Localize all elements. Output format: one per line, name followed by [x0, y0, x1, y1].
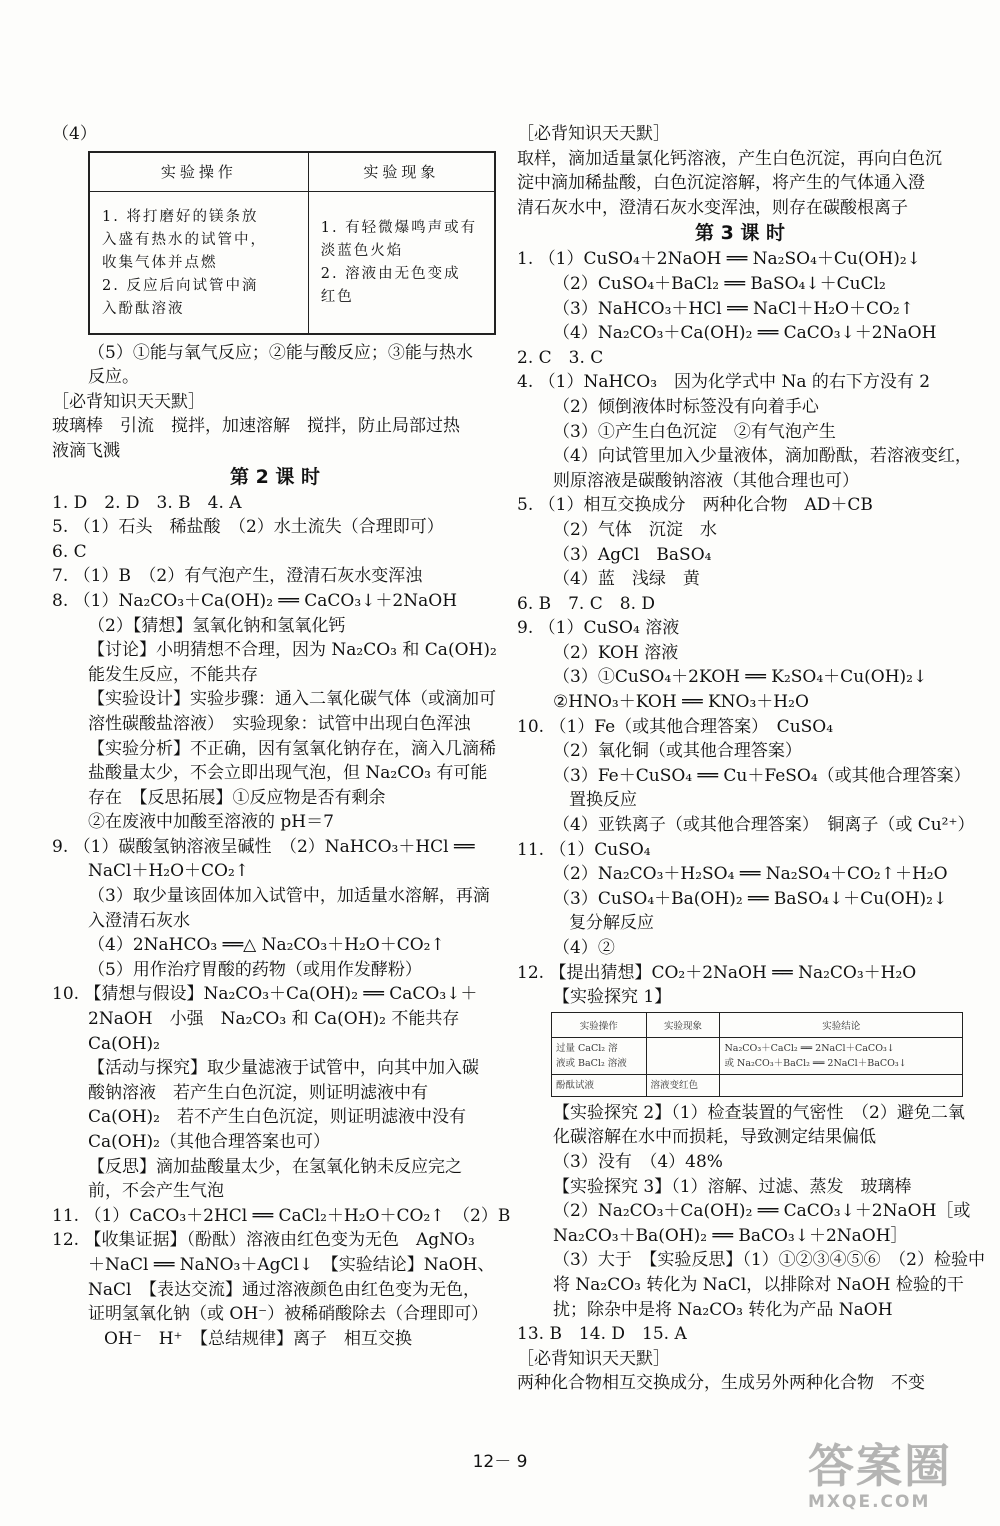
operation-line: 收集气体并点燃	[102, 254, 218, 271]
table-header-conclusion: 实验结论	[720, 1012, 963, 1037]
watermark-url: MXQE.COM	[808, 1492, 931, 1512]
answer-line: 2NaOH 小强 Na₂CO₃ 和 Ca(OH)₂ 不能共存	[88, 1009, 460, 1030]
answer-line: 证明氢氧化钠（或 OH⁻）被稀硝酸除去（合理即可）	[88, 1304, 489, 1325]
answer-line: （4）向试管里加入少量液体，滴加酚酞，若溶液变红，	[553, 446, 972, 467]
watermark-title: 答案圈	[808, 1439, 952, 1493]
answer-line: 能发生反应，不能共存	[88, 664, 258, 685]
lesson-heading-3: 第 3 课 时	[694, 222, 786, 245]
answer-line: 将 Na₂CO₃ 转化为 NaCl，以排除对 NaOH 检验的干	[553, 1274, 964, 1295]
answer-line: （4）蓝 浅绿 黄	[553, 569, 700, 590]
answer-line: 6. C	[52, 541, 87, 562]
answer-line: NaCl＋H₂O＋CO₂↑	[88, 861, 250, 882]
phenomenon-cell	[308, 191, 495, 334]
table-header-operation: 实验操作	[552, 1012, 647, 1037]
answer-line: 13. B 14. D 15. A	[517, 1324, 687, 1345]
table-header-phenomenon: 实验现象	[308, 152, 495, 192]
answer-line: （3）①CuSO₄＋2KOH ══ K₂SO₄＋Cu(OH)₂↓	[553, 667, 928, 688]
answer-line: ②在废液中加酸至溶液的 pH＝7	[88, 812, 334, 833]
answer-line: 【讨论】小明猜想不合理，因为 Na₂CO₃ 和 Ca(OH)₂	[88, 640, 497, 661]
answer-line: （2）CuSO₄＋BaCl₂ ══ BaSO₄↓＋CuCl₂	[553, 273, 886, 294]
answer-line: 酸钠溶液 若产生白色沉淀，则证明滤液中有	[88, 1082, 428, 1103]
answer-line: 清石灰水中，澄清石灰水变浑浊，则存在碳酸根离子	[517, 197, 908, 218]
conclusion-cell	[720, 1074, 963, 1096]
answer-line: Ca(OH)₂ 若不产生白色沉淀，则证明滤液中没有	[88, 1107, 466, 1128]
answer-line: 12. 【提出猜想】CO₂＋2NaOH ══ Na₂CO₃＋H₂O	[517, 962, 917, 983]
answer-line: （3）CuSO₄＋Ba(OH)₂ ══ BaSO₄↓＋Cu(OH)₂↓	[553, 888, 948, 909]
operation-cell	[89, 191, 308, 334]
answer-line: OH⁻ H⁺ 【总结规律】离子 相互交换	[104, 1328, 413, 1349]
answer-line: 【实验探究 3】（1）溶解、过滤、蒸发 玻璃棒	[553, 1176, 912, 1197]
answer-line: （4）亚铁离子（或其他合理答案） 铜离子（或 Cu²⁺）	[553, 815, 975, 836]
answer-line: （2）【猜想】氢氧化钠和氢氧化钙	[88, 615, 346, 636]
operation-line: 入酚酞溶液	[102, 300, 185, 317]
answer-line: 11. （1）CaCO₃＋2HCl ══ CaCl₂＋H₂O＋CO₂↑ （2）B	[52, 1205, 511, 1226]
phenomenon-line: 2. 溶液由无色变成	[320, 266, 461, 283]
answer-line: 5. （1）相互交换成分 两种化合物 AD＋CB	[517, 495, 873, 516]
page-number: 12－ 9	[472, 1452, 528, 1472]
answer-line: （3）NaHCO₃＋HCl ══ NaCl＋H₂O＋CO₂↑	[553, 298, 914, 319]
answer-line: （3）大于 【实验反思】（1）①②③④⑤⑥ （2）检验中	[553, 1250, 985, 1271]
answer-line: 10. （1）Fe（或其他合理答案） CuSO₄	[517, 716, 834, 737]
answer-line: （3）没有 （4）48%	[553, 1151, 723, 1172]
answer-line: 【实验分析】不正确，因有氢氧化钠存在，滴入几滴稀	[88, 738, 496, 759]
answer-line: 【实验设计】实验步骤：通入二氧化碳气体（或滴加可	[88, 689, 496, 710]
operation-line: 1. 将打磨好的镁条放	[102, 208, 259, 225]
phenomenon-cell	[646, 1037, 720, 1074]
conclusion-line: 或 Na₂CO₃＋BaCl₂ ══ 2NaCl＋BaCO₃↓	[724, 1057, 907, 1069]
answer-line: 前，不会产生气泡	[88, 1181, 224, 1202]
answer-line: 2. C 3. C	[517, 347, 604, 368]
answer-line: Ca(OH)₂	[88, 1033, 160, 1054]
operation-line: 入盛有热水的试管中，	[102, 231, 267, 248]
section-label: ［必背知识天天默］	[52, 391, 205, 412]
answer-line: （3）取少量该固体加入试管中，加适量水溶解，再滴	[88, 886, 490, 907]
answer-line: 9. （1）碳酸氢钠溶液呈碱性 （2）NaHCO₃＋HCl ══	[52, 836, 475, 857]
answer-line: 【实验探究 2】（1）检查装置的气密性 （2）避免二氧	[553, 1102, 965, 1123]
answer-line: 11. （1）CuSO₄	[517, 839, 651, 860]
conclusion-line: Na₂CO₃＋CaCl₂ ══ 2NaCl＋CaCO₃↓	[724, 1042, 895, 1054]
conclusion-cell	[720, 1037, 963, 1074]
answer-line: 5. （1）石头 稀盐酸 （2）水土流失（合理即可）	[52, 517, 444, 538]
answer-line: 复分解反应	[569, 913, 654, 934]
answer-line: 则原溶液是碳酸钠溶液（其他合理也可）	[553, 470, 859, 491]
table-header-phenomenon: 实验现象	[646, 1012, 720, 1037]
answer-line: 存在 【反思拓展】①反应物是否有剩余	[88, 787, 386, 808]
lesson-heading-2: 第 2 课 时	[229, 465, 321, 488]
answer-line: NaCl 【表达交流】通过溶液颜色由红色变为无色，	[88, 1279, 480, 1300]
answer-line: 入澄清石灰水	[88, 910, 190, 931]
answer-line: 1. （1）CuSO₄＋2NaOH ══ Na₂SO₄＋Cu(OH)₂↓	[517, 249, 921, 270]
answer-line: 置换反应	[569, 790, 637, 811]
operation-line: 液或 BaCl₂ 溶液	[556, 1057, 627, 1069]
answer-line: （4）Na₂CO₃＋Ca(OH)₂ ══ CaCO₃↓＋2NaOH	[553, 323, 937, 344]
answer-line: ②HNO₃＋KOH ══ KNO₃＋H₂O	[553, 692, 809, 713]
answer-line: （2）倾倒液体时标签没有向着手心	[553, 396, 819, 417]
answer-line: 取样，滴加适量氯化钙溶液，产生白色沉淀，再向白色沉	[517, 148, 942, 169]
answer-line: （3）Fe＋CuSO₄ ══ Cu＋FeSO₄（或其他合理答案）	[553, 765, 971, 786]
left-column	[52, 122, 511, 1351]
answer-line: 【反思】滴加盐酸量太少，在氢氧化钠未反应完之	[88, 1156, 462, 1177]
answer-line: （2）气体 沉淀 水	[553, 519, 717, 540]
answer-line: 液滴飞溅	[52, 440, 120, 461]
operation-line: 过量 CaCl₂ 溶	[556, 1042, 618, 1054]
phenomenon-line: 红色	[320, 289, 354, 306]
operation-cell: 酚酞试液	[552, 1074, 647, 1096]
part4-label: （4）	[52, 124, 97, 144]
phenomenon-cell: 溶液变红色	[646, 1074, 720, 1096]
answer-line: 1. D 2. D 3. B 4. A	[52, 492, 242, 513]
answer-line: （2）Na₂CO₃＋Ca(OH)₂ ══ CaCO₃↓＋2NaOH［或	[553, 1201, 971, 1222]
operation-cell	[552, 1037, 647, 1074]
answer-line: （4）②	[553, 938, 615, 958]
answer-line: Ca(OH)₂（其他合理答案也可）	[88, 1132, 330, 1152]
answer-line: （3）AgCl BaSO₄	[553, 544, 712, 565]
answer-line: 扰；除杂中是将 Na₂CO₃ 转化为产品 NaOH	[553, 1299, 893, 1320]
answer-line: （5）用作治疗胃酸的药物（或用作发酵粉）	[88, 959, 422, 980]
answer-line: ＋NaCl ══ NaNO₃＋AgCl↓ 【实验结论】NaOH、	[88, 1254, 495, 1275]
answer-line: 【实验探究 1】	[553, 987, 672, 1008]
answer-line: 两种化合物相互交换成分，生成另外两种化合物 不变	[517, 1373, 925, 1394]
answer-line: （2）KOH 溶液	[553, 642, 679, 663]
answer-line: 化碳溶解在水中而损耗，导致测定结果偏低	[553, 1127, 876, 1148]
answer-line: 12. 【收集证据】（酚酞）溶液由红色变为无色 AgNO₃	[52, 1230, 475, 1251]
answer-line: 玻璃棒 引流 搅拌，加速溶解 搅拌，防止局部过热	[52, 416, 460, 437]
answer-line: Na₂CO₃＋Ba(OH)₂ ══ BaCO₃↓＋2NaOH］	[553, 1225, 908, 1246]
answer-line: （4）2NaHCO₃ ══△ Na₂CO₃＋H₂O＋CO₂↑	[88, 935, 445, 956]
section-label: ［必背知识天天默］	[517, 124, 670, 144]
phenomenon-line: 1. 有轻微爆鸣声或有	[320, 220, 478, 237]
section-label: ［必背知识天天默］	[517, 1348, 670, 1369]
answer-line: （5）①能与氧气反应；②能与酸反应；③能与热水	[88, 342, 473, 363]
answer-line: 盐酸量太少，不会立即出现气泡，但 Na₂CO₃ 有可能	[88, 763, 488, 784]
experiment-table-1	[551, 1012, 963, 1097]
answer-line: 10. 【猜想与假设】Na₂CO₃＋Ca(OH)₂ ══ CaCO₃↓＋	[52, 984, 478, 1005]
answer-line: 6. B 7. C 8. D	[517, 593, 656, 614]
answer-line: 9. （1）CuSO₄ 溶液	[517, 618, 680, 639]
answer-line: 【活动与探究】取少量滤液于试管中，向其中加入碳	[88, 1058, 479, 1079]
answer-line: 4. （1）NaHCO₃ 因为化学式中 Na 的右下方没有 2	[517, 372, 931, 393]
watermark-logo	[808, 1440, 998, 1520]
operation-line: 2. 反应后向试管中滴	[102, 277, 259, 294]
answer-line: （2）Na₂CO₃＋H₂SO₄ ══ Na₂SO₄＋CO₂↑＋H₂O	[553, 864, 948, 885]
experiment-table	[88, 151, 496, 335]
phenomenon-line: 淡蓝色火焰	[320, 243, 404, 260]
answer-line: 8. （1）Na₂CO₃＋Ca(OH)₂ ══ CaCO₃↓＋2NaOH	[52, 590, 458, 611]
answer-line: 反应。	[88, 367, 139, 388]
answer-line: （2）氧化铜（或其他合理答案）	[553, 741, 802, 762]
answer-line: 淀中滴加稀盐酸，白色沉淀溶解，将产生的气体通入澄	[517, 173, 925, 194]
table-header-operation: 实验操作	[89, 152, 308, 192]
answer-line: 溶性碳酸盐溶液） 实验现象：试管中出现白色浑浊	[88, 713, 471, 734]
answer-line: （3）①产生白色沉淀 ②有气泡产生	[553, 421, 836, 442]
right-column	[517, 122, 985, 1396]
answer-line: 7. （1）B （2）有气泡产生，澄清石灰水变浑浊	[52, 566, 423, 587]
